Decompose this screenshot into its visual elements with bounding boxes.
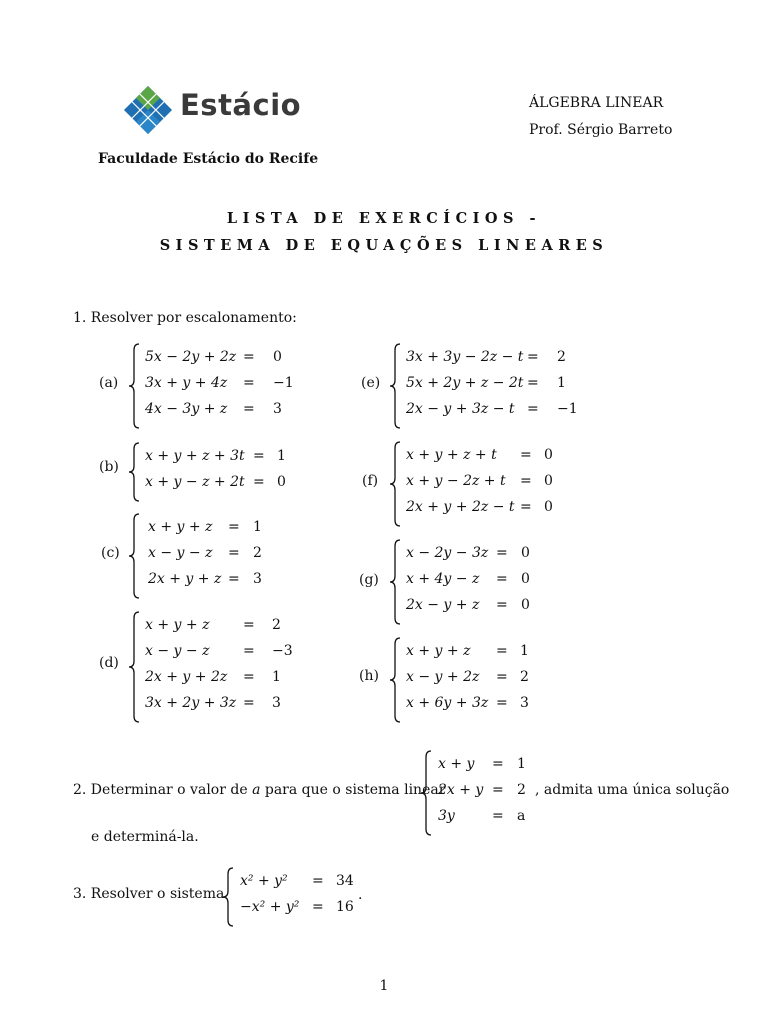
- equation-rhs: 0: [277, 474, 286, 490]
- equation-lhs: 3x + 2y + 3z: [145, 695, 237, 711]
- system-a: [128, 343, 303, 429]
- equation-rhs: 3: [520, 695, 529, 711]
- system-h: [389, 637, 539, 723]
- question-3-suffix: .: [358, 887, 363, 903]
- question-2-prompt-after: para que o sistema linear: [260, 782, 446, 798]
- equation-row: [389, 473, 559, 499]
- equation-lhs: x + 4y − z: [406, 571, 480, 587]
- equation-row: [389, 597, 539, 623]
- course-name: ÁLGEBRA LINEAR: [529, 95, 664, 111]
- equation-rhs: 2: [557, 349, 566, 365]
- document-title-line1: LISTA DE EXERCÍCIOS -: [226, 210, 542, 227]
- system-g-label: (g): [359, 572, 379, 588]
- equation-rhs: 16: [336, 899, 354, 915]
- equation-row: [420, 782, 535, 808]
- system-q3: [222, 867, 352, 927]
- equation-equals: =: [496, 571, 508, 587]
- equation-lhs: 4x − 3y + z: [145, 401, 228, 417]
- equation-equals: =: [253, 448, 265, 464]
- equation-equals: =: [527, 349, 539, 365]
- equation-row: [128, 375, 303, 401]
- equation-row: [128, 448, 298, 474]
- equation-lhs: x + y − 2z + t: [406, 473, 506, 489]
- equation-rhs: 0: [273, 349, 282, 365]
- equation-row: [128, 545, 278, 571]
- system-f: [389, 441, 559, 527]
- equation-row: [389, 401, 579, 427]
- equation-row: [128, 669, 298, 695]
- equation-rhs: −3: [272, 643, 293, 659]
- question-2-continuation: e determiná-la.: [91, 829, 199, 845]
- equation-rhs: 1: [277, 448, 286, 464]
- equation-lhs: x + y + z + 3t: [145, 448, 245, 464]
- equation-rhs: 2: [520, 669, 529, 685]
- equation-row: [128, 695, 298, 721]
- equation-row: [389, 695, 539, 721]
- equation-equals: =: [228, 545, 240, 561]
- system-e: [389, 343, 579, 429]
- equation-equals: =: [243, 669, 255, 685]
- professor-name: Prof. Sérgio Barreto: [529, 122, 673, 138]
- equation-lhs: 2x + y: [438, 782, 484, 798]
- equation-lhs: x − y + 2z: [406, 669, 480, 685]
- equation-lhs: x − y − z: [148, 545, 213, 561]
- equation-equals: =: [312, 873, 324, 889]
- equation-row: [222, 899, 352, 925]
- equation-equals: =: [243, 401, 255, 417]
- equation-lhs: x − y − z: [145, 643, 210, 659]
- equation-row: [128, 519, 278, 545]
- equation-row: [389, 669, 539, 695]
- equation-rhs: 34: [336, 873, 354, 889]
- equation-equals: =: [243, 349, 255, 365]
- equation-row: [128, 474, 298, 500]
- equation-equals: =: [228, 519, 240, 535]
- equation-row: [389, 349, 579, 375]
- question-2-suffix: , admita uma única solução: [535, 782, 730, 798]
- equation-equals: =: [527, 401, 539, 417]
- equation-lhs: x + y − z + 2t: [145, 474, 245, 490]
- equation-equals: =: [520, 473, 532, 489]
- equation-lhs: x + y: [438, 756, 475, 772]
- equation-equals: =: [496, 643, 508, 659]
- equation-equals: =: [243, 375, 255, 391]
- equation-lhs: 5x − 2y + 2z: [145, 349, 237, 365]
- system-a-label: (a): [99, 375, 119, 391]
- equation-lhs: 3x + y + 4z: [145, 375, 228, 391]
- equation-lhs: x + y + z: [406, 643, 471, 659]
- equation-rhs: −1: [557, 401, 578, 417]
- equation-lhs: 2x + y + 2z − t: [406, 499, 515, 515]
- question-2-prompt-before: 2. Determinar o valor de: [73, 782, 253, 798]
- equation-lhs: 2x − y + z: [406, 597, 480, 613]
- equation-rhs: 2: [253, 545, 262, 561]
- question-2-prompt: [73, 782, 445, 798]
- equation-equals: =: [492, 756, 504, 772]
- equation-lhs: 3x + 3y − 2z − t: [406, 349, 524, 365]
- equation-row: [128, 401, 303, 427]
- system-e-label: (e): [361, 375, 381, 391]
- equation-rhs: 0: [521, 545, 530, 561]
- equation-lhs: −x² + y²: [240, 899, 300, 915]
- equation-rhs: 1: [520, 643, 529, 659]
- system-f-label: (f): [362, 473, 379, 489]
- equation-equals: =: [253, 474, 265, 490]
- equation-equals: =: [496, 695, 508, 711]
- system-d-label: (d): [99, 655, 119, 671]
- equation-rhs: 3: [253, 571, 262, 587]
- equation-rhs: 1: [517, 756, 526, 772]
- equation-equals: =: [228, 571, 240, 587]
- question-3-prompt: 3. Resolver o sistema: [73, 886, 225, 902]
- equation-rhs: −1: [273, 375, 294, 391]
- system-h-label: (h): [359, 668, 379, 684]
- equation-equals: =: [527, 375, 539, 391]
- equation-row: [420, 808, 535, 834]
- equation-row: [420, 756, 535, 782]
- system-g: [389, 539, 539, 625]
- equation-equals: =: [243, 643, 255, 659]
- equation-row: [222, 873, 352, 899]
- equation-rhs: 0: [521, 571, 530, 587]
- equation-equals: =: [496, 669, 508, 685]
- system-c: [128, 513, 278, 599]
- equation-row: [389, 375, 579, 401]
- equation-equals: =: [520, 447, 532, 463]
- equation-rhs: 0: [544, 473, 553, 489]
- equation-equals: =: [496, 545, 508, 561]
- equation-rhs: 2: [272, 617, 281, 633]
- equation-equals: =: [492, 782, 504, 798]
- equation-lhs: 2x + y + z: [148, 571, 222, 587]
- equation-lhs: 2x − y + 3z − t: [406, 401, 515, 417]
- document-title-line2: SISTEMA DE EQUAÇÕES LINEARES: [159, 237, 609, 254]
- equation-equals: =: [243, 695, 255, 711]
- system-c-label: (c): [101, 545, 120, 561]
- equation-rhs: 2: [517, 782, 526, 798]
- equation-rhs: 1: [272, 669, 281, 685]
- equation-rhs: 0: [544, 447, 553, 463]
- system-b: [128, 442, 298, 502]
- estacio-logo-text: Estácio: [180, 88, 302, 122]
- equation-row: [128, 571, 278, 597]
- equation-lhs: 5x + 2y + z − 2t: [406, 375, 524, 391]
- equation-lhs: x + y + z: [148, 519, 213, 535]
- equation-row: [128, 349, 303, 375]
- equation-rhs: a: [517, 808, 526, 824]
- equation-lhs: x + 6y + 3z: [406, 695, 489, 711]
- equation-equals: =: [243, 617, 255, 633]
- equation-lhs: x + y + z: [145, 617, 210, 633]
- page-number: 1: [379, 978, 389, 994]
- equation-row: [128, 617, 298, 643]
- equation-lhs: 2x + y + 2z: [145, 669, 228, 685]
- equation-equals: =: [520, 499, 532, 515]
- equation-row: [389, 447, 559, 473]
- equation-lhs: x − 2y − 3z: [406, 545, 489, 561]
- equation-lhs: x² + y²: [240, 873, 288, 889]
- equation-rhs: 0: [521, 597, 530, 613]
- equation-row: [389, 643, 539, 669]
- system-q2: [420, 750, 535, 836]
- equation-lhs: x + y + z + t: [406, 447, 497, 463]
- equation-rhs: 3: [273, 401, 282, 417]
- equation-row: [389, 571, 539, 597]
- equation-rhs: 0: [544, 499, 553, 515]
- faculty-name: Faculdade Estácio do Recife: [98, 151, 319, 167]
- system-d: [128, 611, 298, 723]
- equation-rhs: 3: [272, 695, 281, 711]
- equation-lhs: 3y: [438, 808, 455, 824]
- question-2-variable: a: [252, 782, 261, 798]
- equation-row: [128, 643, 298, 669]
- question-1-prompt: 1. Resolver por escalonamento:: [73, 310, 297, 326]
- system-b-label: (b): [99, 459, 119, 475]
- equation-row: [389, 545, 539, 571]
- equation-equals: =: [312, 899, 324, 915]
- equation-equals: =: [492, 808, 504, 824]
- equation-row: [389, 499, 559, 525]
- equation-rhs: 1: [253, 519, 262, 535]
- equation-rhs: 1: [557, 375, 566, 391]
- equation-equals: =: [496, 597, 508, 613]
